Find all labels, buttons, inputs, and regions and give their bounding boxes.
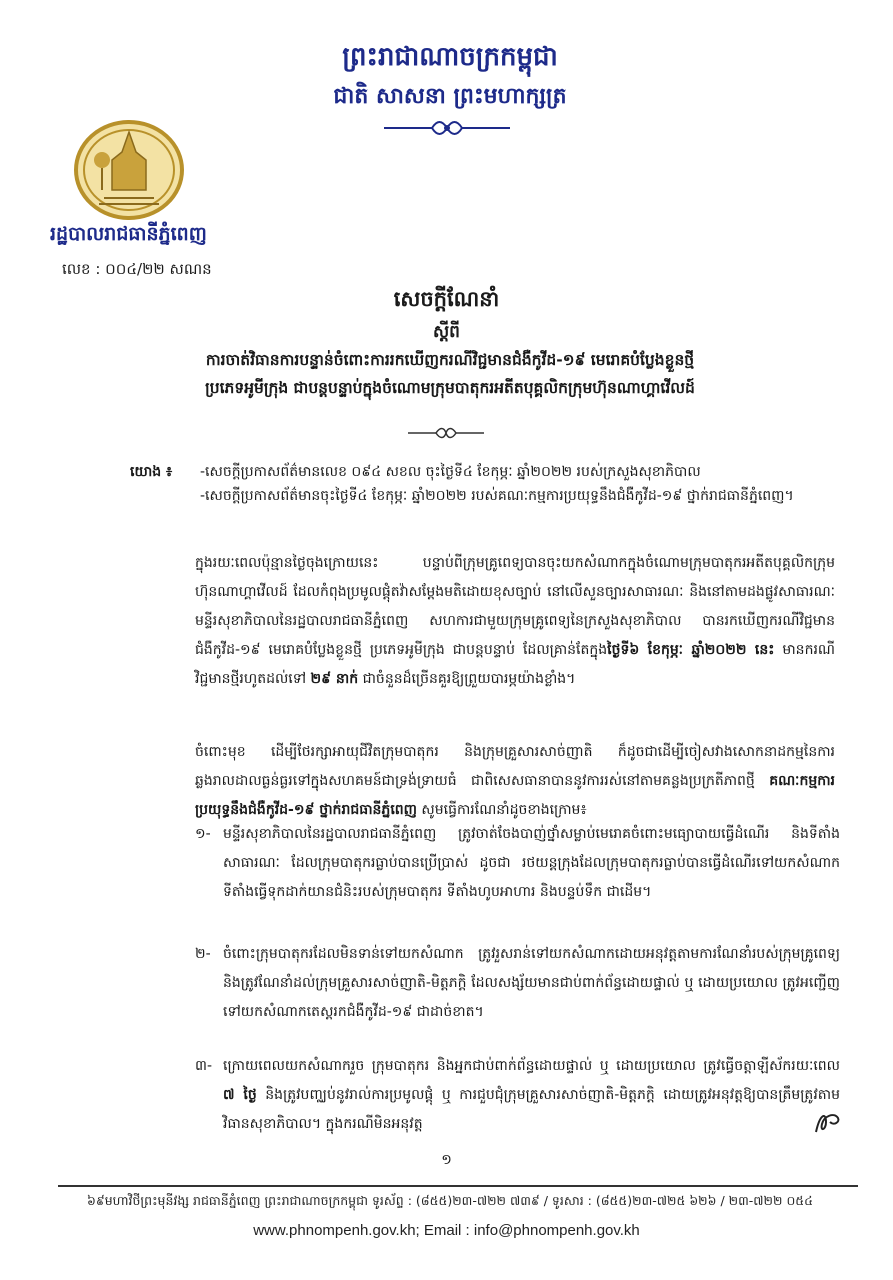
- reference-number: លេខ : ០០៤/២២ សណន: [62, 260, 212, 278]
- instruction-text: ចំពោះក្រុមបាតុករដែលមិនទាន់ទៅយកសំណាក ត្រូវរួសរាន់ទៅយកសំណាកដោយអនុវត្តតាមការណែនាំរបស់ក្រុមគ្រូពេទ្យ និងត្រូវណែនាំដល់ក្រុមគ្រួសារសាច់ញាតិ-មិត្តភក្តិ ដែលសង្ស័យមានជាប់ពាក់ព័ន្ធដោយផ្ទាល់ ឬ ដោយប្រយោល ត្រូវអញ្ជើញទៅយកសំណាកតេស្តរកជំងឺកូវីដ-១៩ ជាដាច់ខាត។: [223, 946, 840, 1020]
- initial-signature-icon: [812, 1108, 842, 1138]
- instruction-3-text-a: ក្រោយពេលយកសំណាករួច ក្រុមបាតុករ និងអ្នកជាប់ពាក់ព័ន្ធដោយផ្ទាល់ ឬ ដោយប្រយោល ត្រូវធ្វើចត្តាឡីស័ករយៈពេល: [223, 1058, 840, 1074]
- paragraph-1-text-a: ក្នុងរយៈពេលប៉ុន្មានថ្ងៃចុងក្រោយនេះ បន្ទាប់ពីក្រុមគ្រូពេទ្យបានចុះយកសំណាកក្នុងចំណោមក្រុមបាតុករអតីតបុគ្គលិកក្រុមហ៊ុនណាហ្គាវើលដ៍ ដែលកំពុងប្រមូលផ្តុំតវ៉ាសម្តែងមតិដោយខុសច្បាប់ នៅលើសួនច្បារសាធារណៈ និងនៅតាមដងផ្លូវសាធារណៈ មន្ទីរសុខាភិបាលនៃរដ្ឋបាលរាជធានីភ្នំពេញ សហការជាមួយក្រុមគ្រូពេទ្យនៃក្រសួងសុខាភិបាល បានរកឃើញករណីវិជ្ជមានជំងឺកូវីដ-១៩ មេរោគបំប្លែងខ្លួនថ្មី ប្រភេទអូមីក្រុង ជាបន្តបន្ទាប់ ដែលគ្រាន់តែក្នុង: [195, 555, 835, 658]
- paragraph-2: [195, 738, 835, 825]
- paragraph-2-text-b: សូមធ្វើការណែនាំដូចខាងក្រោម៖: [416, 802, 587, 818]
- footer-address: ៦៩មហាវិថីព្រះមុនីវង្ស រាជធានីភ្នំពេញ ព្រះរាជាណាចក្រកម្ពុជា ទូរស័ព្ទ : (៨៥៥)២៣-៧២២ ៧៣៩ / ទូរសារ : (៨៥៥)២៣-៧២៥ ៦២៦ / ២៣-៧២២ ០៥៤: [87, 1193, 813, 1208]
- footer-contact: www.phnompenh.gov.kh; Email : info@phnompenh.gov.kh: [253, 1222, 640, 1239]
- paragraph-1-text-c: ជាចំនួនដ៏ច្រើនគួរឱ្យព្រួយបារម្ភយ៉ាងខ្លាំង។: [358, 671, 576, 687]
- paragraph-2-committee: គណៈកម្មការប្រយុទ្ធនឹងជំងឺកូវីដ-១៩ ថ្នាក់រាជធានីភ្នំពេញ: [195, 773, 835, 818]
- instruction-number: ២-: [195, 946, 211, 962]
- footer-divider: [58, 1185, 858, 1187]
- references-label: យោង ៖: [130, 464, 173, 480]
- instruction-text: [223, 1052, 840, 1139]
- phnom-penh-seal-icon: [74, 120, 184, 220]
- paragraph-1-count: ២៩ នាក់: [310, 671, 359, 687]
- paragraph-1-text-b: មានករណីវិជ្ជមានថ្មីរហូតដល់ទៅ: [195, 642, 835, 687]
- instruction-3-duration: ៧ ថ្ងៃ: [223, 1087, 257, 1103]
- document-type: សេចក្តីណែនាំ: [393, 287, 500, 311]
- instruction-3-text-b: និងត្រូវបញ្ឈប់នូវរាល់ការប្រមូលផ្តុំ ឬ ការជួបជុំក្រុមគ្រួសារសាច់ញាតិ-មិត្តភក្តិ ដោយត្រូវអនុវត្តឱ្យបានត្រឹមត្រូវតាមវិធានសុខាភិបាល។ ក្នុងករណីមិនអនុវត្ត: [223, 1087, 840, 1132]
- ornament-divider-icon: [382, 118, 512, 138]
- paragraph-1: [195, 549, 835, 694]
- document-subject: [85, 346, 815, 402]
- paragraph-2-text-a: ចំពោះមុខ ដើម្បីថែរក្សាអាយុជីវិតក្រុមបាតុករ និងក្រុមគ្រួសារសាច់ញាតិ ក៏ដូចជាដើម្បីចៀសវាងសោកនាដកម្មនៃការឆ្លងរាលដាលធ្ងន់ធ្ងរទៅក្នុងសហគមន៍ជាទ្រង់ទ្រាយធំ ជាពិសេសធានាបាននូវការរស់នៅតាមគន្លងប្រក្រតីភាពថ្មី: [195, 744, 835, 789]
- instruction-number: ៣-: [195, 1058, 213, 1074]
- issuing-authority: រដ្ឋបាលរាជធានីភ្នំពេញ: [50, 223, 207, 245]
- document-about: ស្តីពី: [433, 322, 460, 342]
- reference-item-2: -សេចក្តីប្រកាសព័ត៌មានចុះថ្ងៃទី៤ ខែកុម្ភៈ ឆ្នាំ២០២២ របស់គណៈកម្មការប្រយុទ្ធនឹងជំងឺកូវីដ-១៩ ថ្នាក់រាជធានីភ្នំពេញ។: [200, 488, 794, 504]
- subject-line-2: ប្រភេទអូមីក្រុង ជាបន្តបន្ទាប់ក្នុងចំណោមក្រុមបាតុករអតីតបុគ្គលិកក្រុមហ៊ុនណាហ្គាវើលដ៍: [205, 379, 695, 397]
- instruction-number: ១-: [195, 826, 211, 842]
- kingdom-title: ព្រះរាជាណាចក្រកម្ពុជា: [342, 42, 558, 72]
- national-motto: ជាតិ សាសនា ព្រះមហាក្សត្រ: [333, 83, 567, 109]
- section-divider-icon: [406, 426, 486, 440]
- instruction-text: មន្ទីរសុខាភិបាលនៃរដ្ឋបាលរាជធានីភ្នំពេញ ត្រូវចាត់ចែងបាញ់ថ្នាំសម្លាប់មេរោគចំពោះមធ្យោបាយធ្វើដំណើរ និងទីតាំងសាធារណៈ ដែលក្រុមបាតុករធ្លាប់បានប្រើប្រាស់ ដូចជា រថយន្តក្រុងដែលក្រុមបាតុករធ្លាប់បានធ្វើដំណើរទៅយកសំណាក ទីតាំងធ្វើទុកដាក់យានជំនិះរបស់ក្រុមបាតុករ ទីតាំងហូបអាហារ និងបន្ទប់ទឹក ជាដើម។: [223, 826, 840, 900]
- reference-item-1: -សេចក្តីប្រកាសព័ត៌មានលេខ ០៩៤ សខល ចុះថ្ងៃទី៤ ខែកុម្ភៈ ឆ្នាំ២០២២ របស់ក្រសួងសុខាភិបាល: [200, 464, 701, 480]
- paragraph-1-date: ថ្ងៃទី៦ ខែកុម្ភៈ ឆ្នាំ២០២២ នេះ: [607, 642, 775, 658]
- page-number: ១: [441, 1152, 452, 1168]
- subject-line-1: ការចាត់វិធានការបន្ទាន់ចំពោះការរកឃើញករណីវិជ្ជមានជំងឺកូវីដ-១៩ មេរោគបំប្លែងខ្លួនថ្មី: [205, 351, 695, 369]
